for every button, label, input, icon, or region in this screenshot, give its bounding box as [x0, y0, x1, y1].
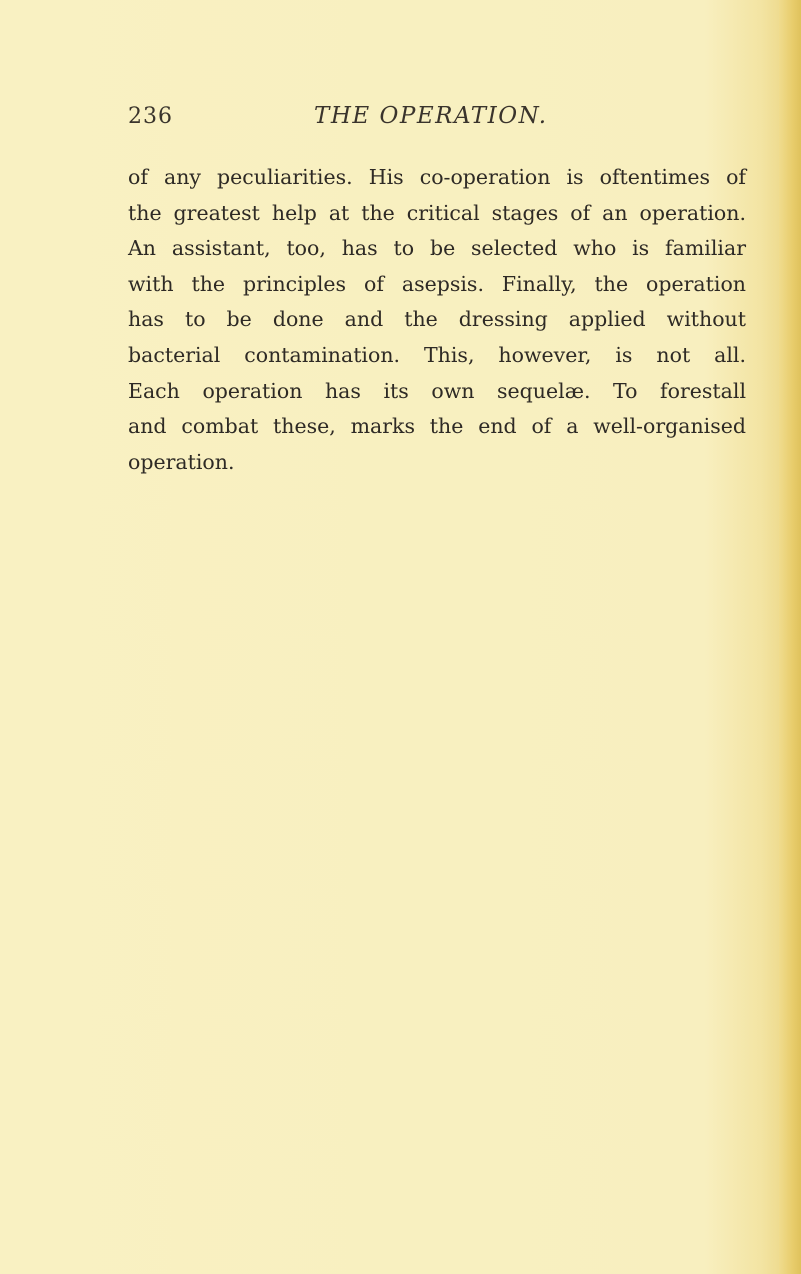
text-line: Each operation has its own sequelæ. To forestall [128, 378, 746, 403]
running-title: THE OPERATION. [314, 103, 548, 129]
text-line: bacterial contamination. This, however, is not all. [128, 342, 746, 367]
body-paragraph [128, 160, 746, 480]
page-number: 236 [128, 104, 173, 129]
text-line: the greatest help at the critical stages of an operation. [128, 200, 746, 225]
page-header [128, 104, 748, 140]
text-line: with the principles of asepsis. Finally, the operation [128, 271, 746, 296]
text-line: and combat these, marks the end of a well-organised [128, 414, 746, 439]
text-line: has to be done and the dressing applied without [128, 307, 746, 332]
text-line: operation. [128, 449, 235, 474]
text-line: An assistant, too, has to be selected who is familiar [128, 236, 746, 261]
page-edge [779, 0, 801, 1274]
text-line: of any peculiarities. His co-operation is oftentimes of [128, 165, 746, 189]
